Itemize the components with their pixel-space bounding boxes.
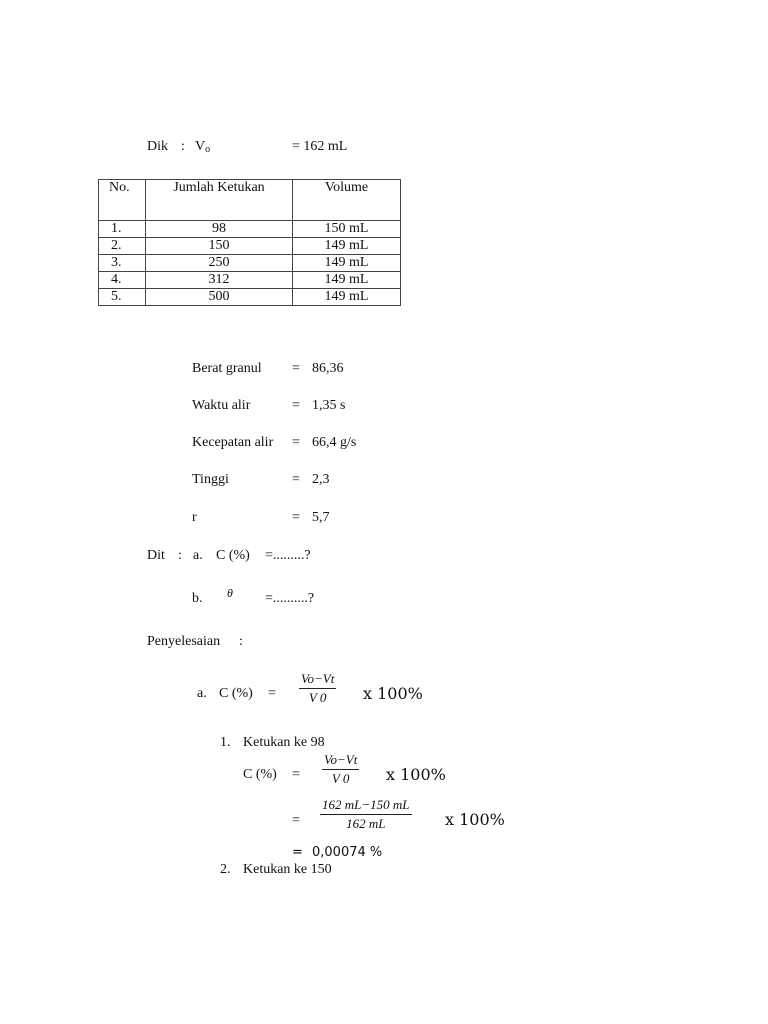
dit-b-letter: b. (192, 591, 203, 606)
param-value: 5,7 (312, 510, 330, 525)
cell-no: 5. (99, 289, 146, 306)
param-label: Tinggi (192, 472, 229, 487)
dik-label: Dik (147, 139, 168, 154)
table-header-row (99, 180, 401, 221)
ketukan-table (98, 179, 401, 306)
table-row (99, 221, 401, 238)
param-value: 1,35 s (312, 398, 346, 413)
step-denominator-values: 162 mL (346, 816, 386, 831)
cell-volume: 150 mL (293, 221, 401, 238)
param-equals: = (292, 472, 300, 487)
step-equals: = (292, 813, 300, 828)
cell-ketukan: 250 (146, 255, 293, 272)
formula-multiplier: x 100% (363, 684, 423, 703)
penyelesaian-colon: : (239, 634, 243, 649)
cell-ketukan: 500 (146, 289, 293, 306)
dik-variable: Vo (195, 139, 211, 155)
param-value: 86,36 (312, 361, 344, 376)
step-fraction-values (320, 797, 412, 832)
cell-ketukan: 98 (146, 221, 293, 238)
dit-b-rest: =..........? (265, 591, 315, 606)
step-fraction (322, 752, 359, 787)
formula-denominator: V 0 (308, 690, 327, 705)
param-equals: = (292, 510, 300, 525)
header-volume: Volume (293, 180, 401, 221)
cell-ketukan: 150 (146, 238, 293, 255)
param-label: Berat granul (192, 361, 262, 376)
dit-a-text: C (%) (216, 548, 250, 563)
cell-no: 4. (99, 272, 146, 289)
param-label: Waktu alir (192, 398, 251, 413)
step-title: Ketukan ke 150 (243, 862, 332, 877)
dik-colon: : (181, 139, 185, 154)
cell-volume: 149 mL (293, 238, 401, 255)
cell-no: 2. (99, 238, 146, 255)
param-equals: = (292, 435, 300, 450)
table-row (99, 272, 401, 289)
cell-no: 3. (99, 255, 146, 272)
cell-no: 1. (99, 221, 146, 238)
step-multiplier: x 100% (386, 765, 446, 784)
param-value: 2,3 (312, 472, 330, 487)
formula-equals: = (268, 686, 276, 701)
param-value: 66,4 g/s (312, 435, 357, 450)
cell-ketukan: 312 (146, 272, 293, 289)
step-multiplier: x 100% (445, 810, 505, 829)
dit-a-rest: =.........? (265, 548, 311, 563)
step-equals: = (292, 845, 303, 860)
table-row (99, 238, 401, 255)
param-label: Kecepatan alir (192, 435, 274, 450)
formula-numerator: Vo−Vt (299, 671, 336, 689)
header-jumlah-ketukan: Jumlah Ketukan (146, 180, 293, 221)
formula-fraction (299, 671, 336, 706)
step-result: 0,00074 % (312, 845, 383, 860)
step-equals: = (292, 767, 300, 782)
step-numerator-values: 162 mL−150 mL (320, 797, 412, 815)
table-row (99, 255, 401, 272)
dit-label: Dit (147, 548, 165, 563)
step-number: 2. (220, 862, 231, 877)
cell-volume: 149 mL (293, 272, 401, 289)
dik-value: = 162 mL (292, 139, 348, 154)
header-no: No. (99, 180, 146, 221)
step-numerator: Vo−Vt (322, 752, 359, 770)
theta-symbol: θ (227, 586, 233, 600)
dit-colon: : (178, 548, 182, 563)
cell-volume: 149 mL (293, 255, 401, 272)
formula-lhs: C (%) (219, 686, 253, 701)
penyelesaian-label: Penyelesaian (147, 634, 221, 649)
step-title: Ketukan ke 98 (243, 735, 325, 750)
param-equals: = (292, 361, 300, 376)
param-label: r (192, 510, 197, 525)
step-lhs: C (%) (243, 767, 277, 782)
table-row (99, 289, 401, 306)
param-equals: = (292, 398, 300, 413)
cell-volume: 149 mL (293, 289, 401, 306)
step-denominator: V 0 (331, 771, 350, 786)
formula-letter: a. (197, 686, 207, 701)
step-number: 1. (220, 735, 231, 750)
dit-a-letter: a. (193, 548, 203, 563)
